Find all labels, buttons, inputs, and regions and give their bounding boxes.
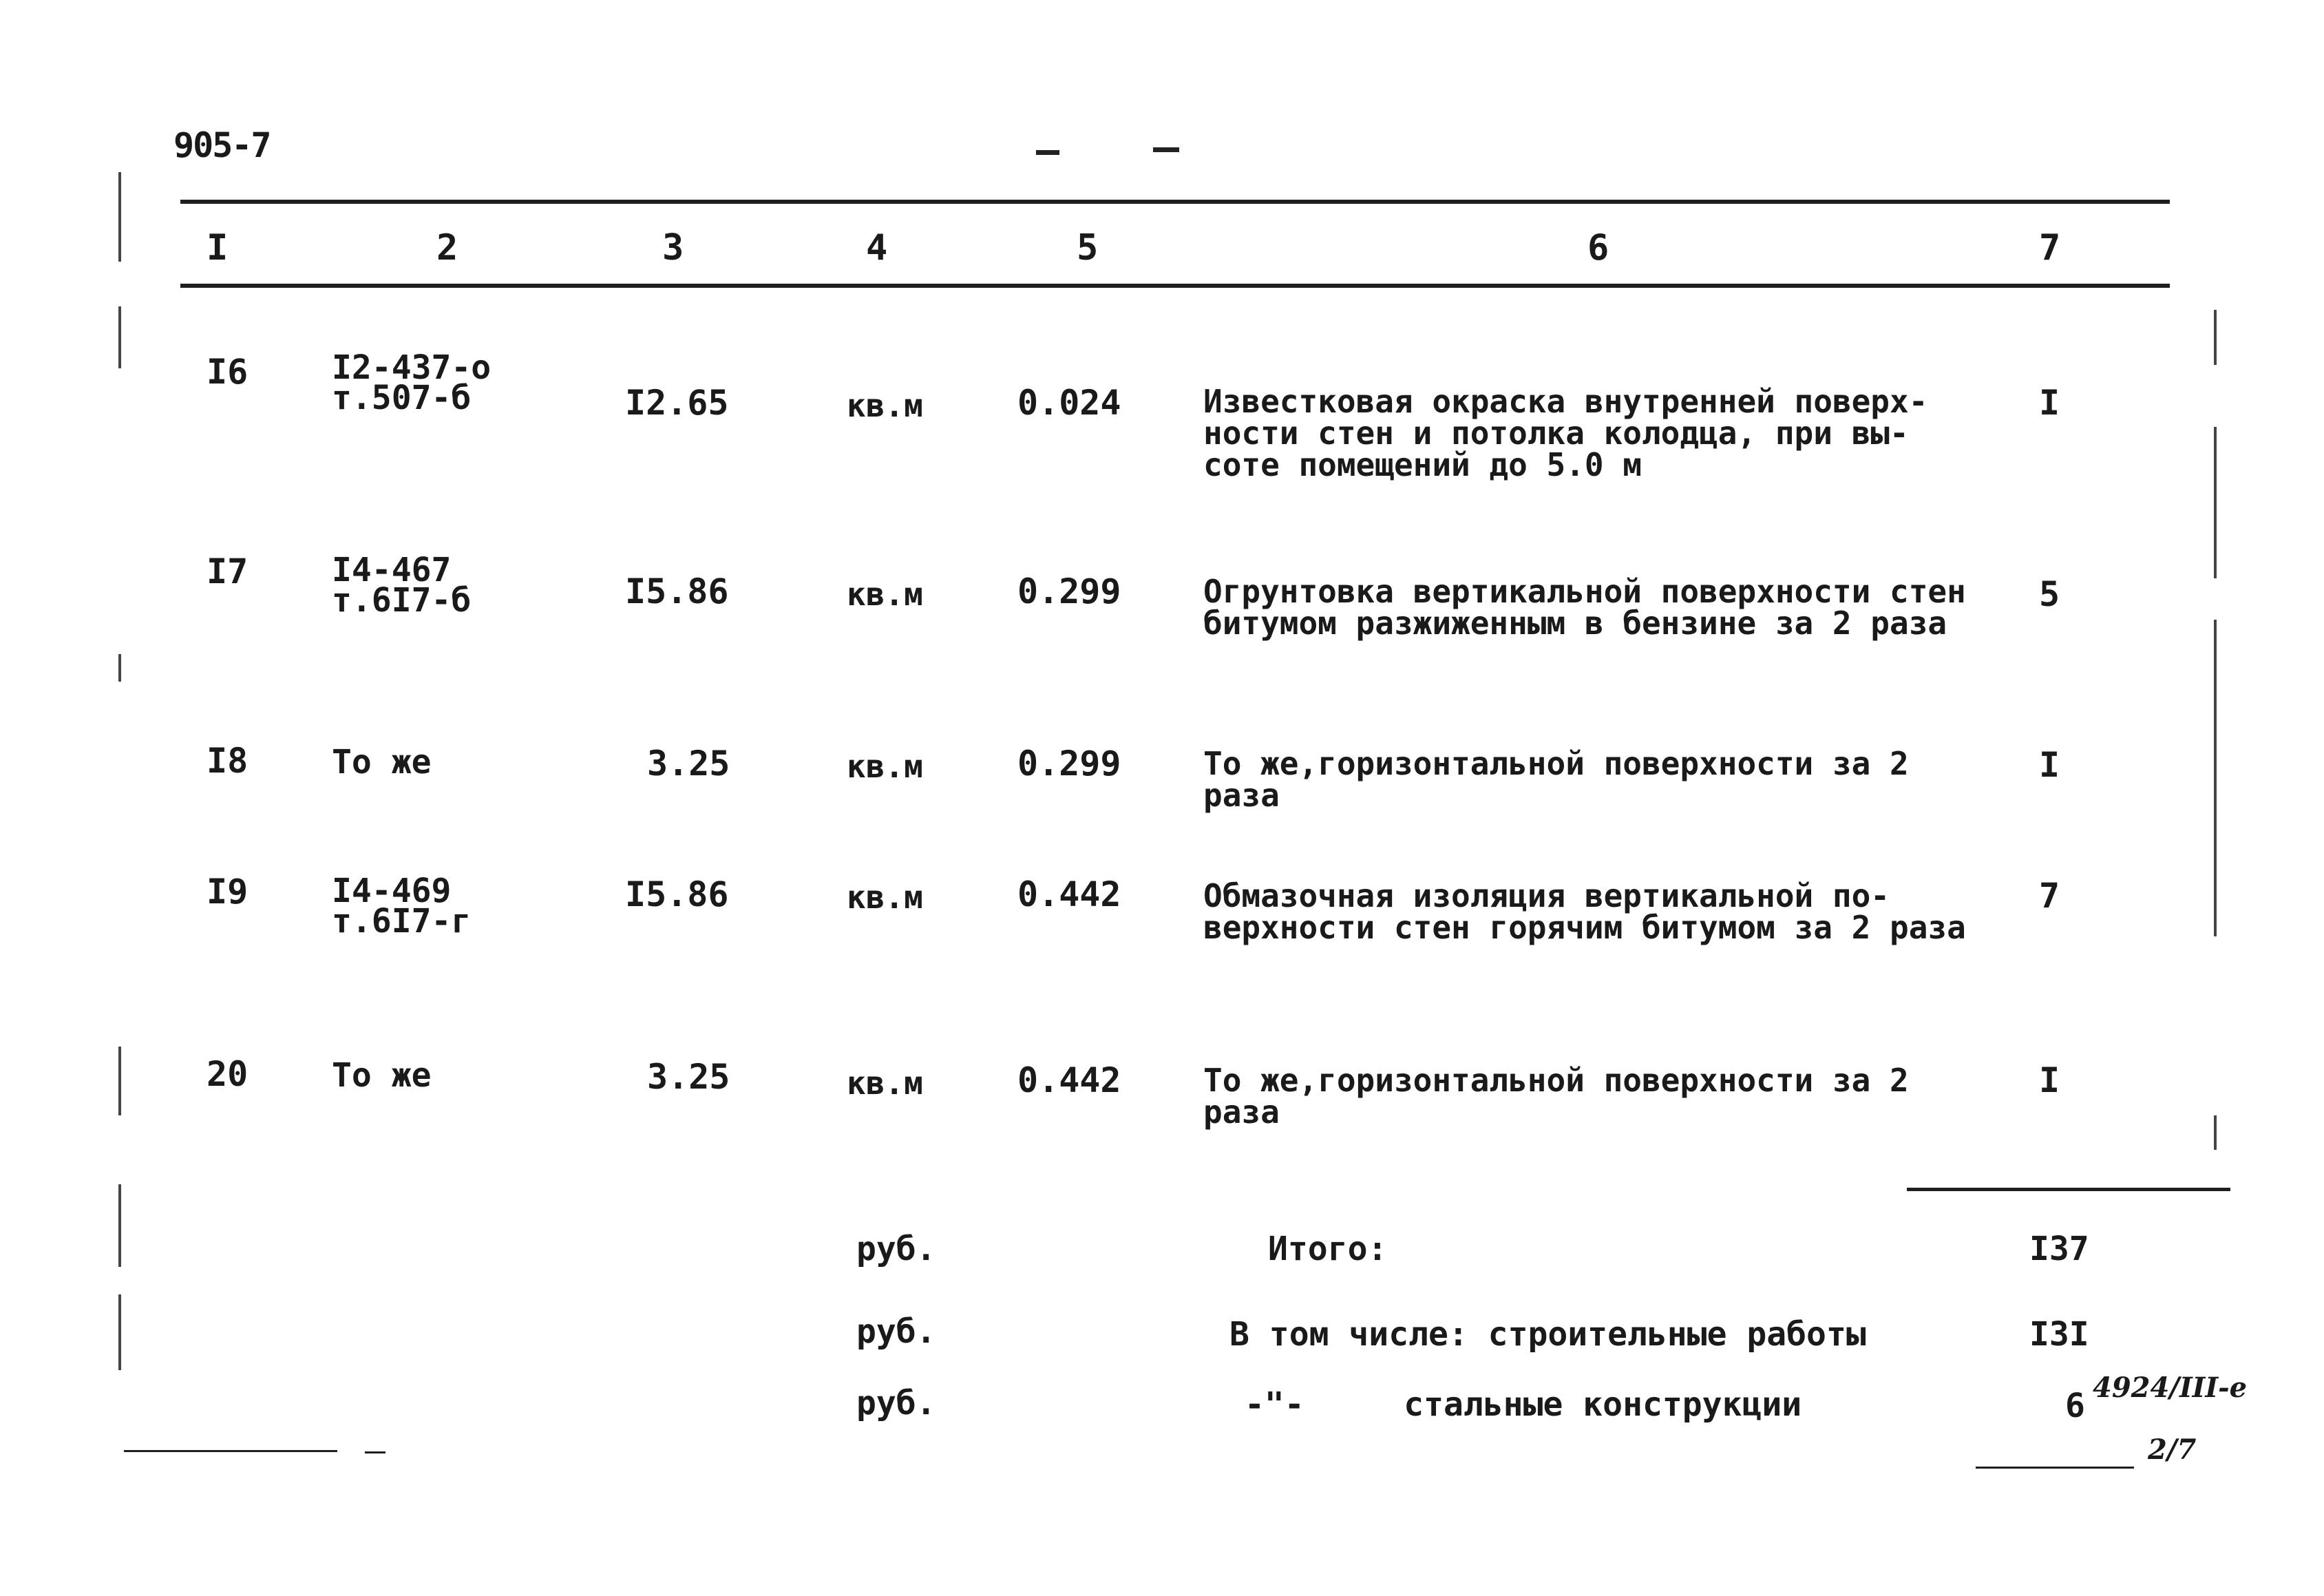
description: Известковая окраска внутренней поверх-ности стен и потолка колодца, при вы-соте помещений до 5.0 м [1203, 383, 1928, 483]
quantity: I5.86 [625, 571, 729, 611]
count: I [2039, 1060, 2060, 1100]
column-header-2: 2 [436, 227, 458, 269]
totals-unit: руб. [856, 1230, 936, 1268]
norm-code-line1: То же [332, 1056, 432, 1095]
bottom-mark-dash [365, 1451, 385, 1453]
column-header-3: 3 [662, 227, 684, 269]
header-bottom-rule [180, 284, 2170, 288]
margin-mark [2214, 1115, 2217, 1150]
row-number: I7 [207, 552, 249, 591]
totals-value: I37 [2029, 1230, 2089, 1268]
totals-label: Итого: [1268, 1230, 1388, 1268]
totals-unit: руб. [856, 1312, 936, 1351]
unit: кв.м [847, 879, 923, 916]
totals-unit: руб. [856, 1384, 936, 1422]
quantity: 3.25 [647, 744, 730, 784]
unit: кв.м [847, 387, 923, 424]
norm-code-line1: I4-467 [332, 551, 452, 589]
column-header-7: 7 [2039, 227, 2061, 269]
handwritten-note: 4924/III-е [2093, 1372, 2248, 1404]
norm-code-line1: I2-437-о [332, 348, 492, 387]
row-number: 20 [207, 1054, 249, 1094]
count: I [2039, 745, 2060, 785]
norm-code-line2: т.6I7-г [332, 902, 472, 941]
margin-mark [118, 1294, 121, 1370]
margin-mark [2214, 620, 2217, 936]
description: Обмазочная изоляция вертикальной по-верхности стен горячим битумом за 2 раза [1203, 877, 1966, 946]
row-number: I6 [207, 352, 249, 392]
page-reference: 2/7 [2148, 1434, 2197, 1466]
margin-mark [2214, 310, 2217, 365]
row-number: I9 [207, 872, 249, 912]
totals-value: I3I [2029, 1315, 2089, 1354]
unit: кв.м [847, 748, 923, 785]
value: 0.442 [1017, 1060, 1121, 1100]
bottom-mark-right [1976, 1467, 2134, 1469]
description: То же,горизонтальной поверхности за 2 раза [1203, 745, 1909, 814]
value: 0.024 [1017, 383, 1121, 423]
row-number: I8 [207, 741, 249, 781]
bottom-mark-left [124, 1450, 337, 1452]
page-number: 905-7 [173, 125, 271, 165]
column-header-4: 4 [866, 227, 888, 269]
norm-code-line1: I4-469 [332, 872, 452, 910]
header-dash-left [1036, 150, 1059, 155]
margin-mark [118, 172, 121, 262]
totals-label: -"- стальные конструкции [1245, 1385, 1802, 1424]
margin-mark [118, 654, 121, 682]
column-header-5: 5 [1077, 227, 1099, 269]
description: То же,горизонтальной поверхности за 2 раза [1203, 1062, 1909, 1131]
count: 7 [2039, 876, 2060, 916]
norm-code-line2: т.507-б [332, 379, 472, 417]
count: I [2039, 383, 2060, 423]
margin-mark [118, 1184, 121, 1267]
value: 0.442 [1017, 874, 1121, 914]
norm-code-line2: т.6I7-б [332, 581, 472, 620]
unit: кв.м [847, 1064, 923, 1102]
value: 0.299 [1017, 571, 1121, 611]
totals-value: 6 [2065, 1387, 2085, 1425]
quantity: 3.25 [647, 1057, 730, 1097]
totals-label: В том числе: строительные работы [1229, 1315, 1866, 1354]
norm-code-line1: То же [332, 743, 432, 781]
margin-mark [118, 306, 121, 368]
header-dash-right [1153, 147, 1179, 152]
quantity: I5.86 [625, 874, 729, 914]
count: 5 [2039, 574, 2060, 614]
column-header-6: 6 [1587, 227, 1609, 269]
totals-rule [1907, 1188, 2230, 1191]
value: 0.299 [1017, 744, 1121, 784]
table-top-rule [180, 200, 2170, 204]
margin-mark [118, 1047, 121, 1115]
margin-mark [2214, 427, 2217, 578]
column-header-1: I [207, 227, 229, 269]
description: Огрунтовка вертикальной поверхности стен битумом разжиженным в бензине за 2 раза [1203, 573, 1966, 642]
unit: кв.м [847, 576, 923, 613]
quantity: I2.65 [625, 383, 729, 423]
